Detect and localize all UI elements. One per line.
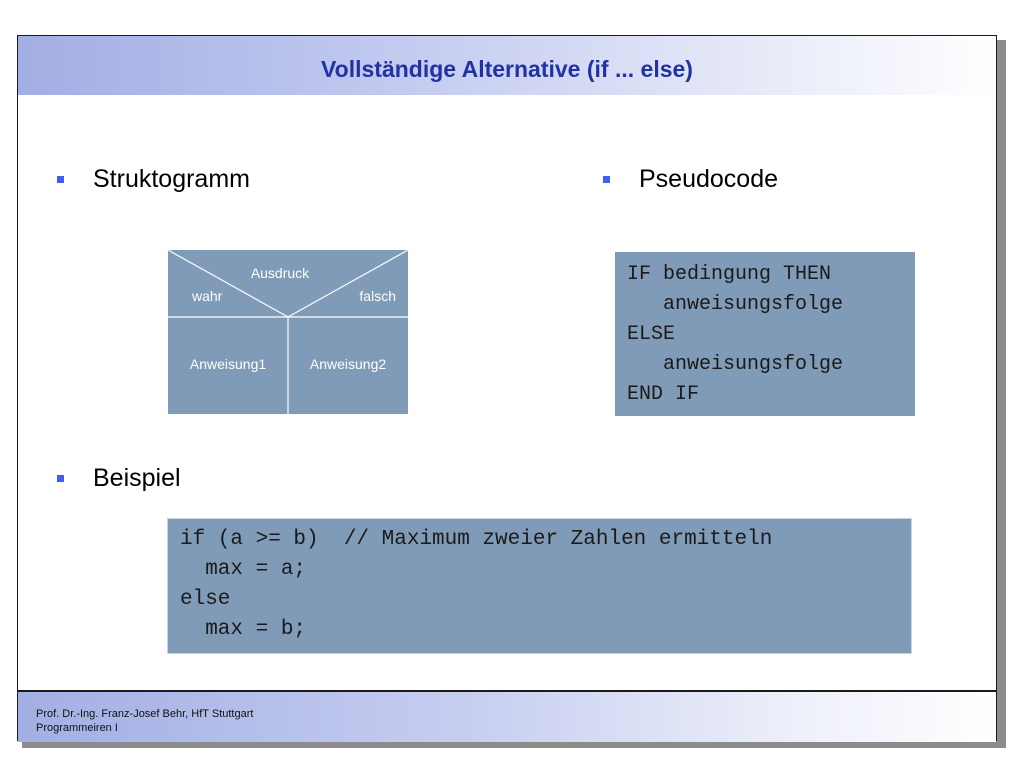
- struktogramm-true-label: wahr: [192, 288, 223, 304]
- bullet-text-pseudocode: Pseudocode: [639, 164, 779, 193]
- bullet-struktogramm: [57, 164, 250, 194]
- pseudocode-line: IF bedingung THEN: [627, 263, 832, 286]
- example-line: else: [180, 588, 231, 611]
- struktogramm-diagram: [168, 250, 408, 414]
- pseudocode-line: anweisungsfolge: [627, 353, 844, 376]
- bullet-text-struktogramm: Struktogramm: [93, 164, 250, 193]
- bullet-square-icon: [57, 475, 64, 482]
- bullet-text-beispiel: Beispiel: [93, 463, 181, 492]
- bullet-beispiel: [57, 463, 181, 493]
- pseudocode-line: END IF: [627, 383, 700, 406]
- bullet-pseudocode: [603, 164, 778, 194]
- bullet-square-icon: [57, 176, 64, 183]
- example-code-box: [167, 518, 912, 654]
- footer-course: Programmeiren I: [36, 722, 118, 734]
- footer-author: Prof. Dr.-Ing. Franz-Josef Behr, HfT Stuttgart: [36, 708, 254, 720]
- example-line: if (a >= b) // Maximum zweier Zahlen ermitteln: [180, 528, 773, 551]
- slide: [17, 35, 997, 741]
- example-line: max = b;: [180, 618, 307, 641]
- struktogramm-condition: Ausdruck: [250, 265, 310, 281]
- pseudocode-line: ELSE: [627, 323, 676, 346]
- pseudocode-line: anweisungsfolge: [627, 293, 844, 316]
- slide-title: Vollständige Alternative (if ... else): [321, 56, 693, 82]
- pseudocode-box: [615, 252, 915, 416]
- struktogramm-branch-false: Anweisung2: [309, 356, 387, 372]
- struktogramm-branch-true: Anweisung1: [189, 356, 267, 372]
- bullet-square-icon: [603, 176, 610, 183]
- slide-footer: [18, 690, 996, 742]
- example-line: max = a;: [180, 558, 307, 581]
- struktogramm-false-label: falsch: [359, 288, 396, 304]
